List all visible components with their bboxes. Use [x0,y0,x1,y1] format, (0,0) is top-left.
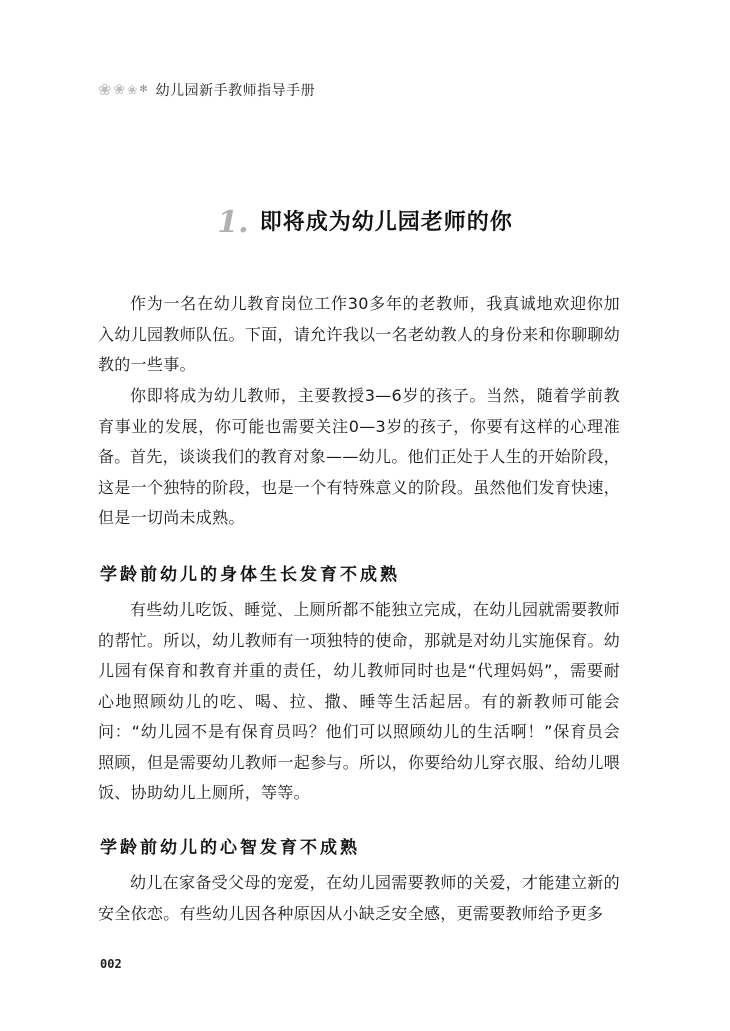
paragraph-intro-3: 首先，谈谈我们的教育对象——幼儿。他们正处于人生的开始阶段，这是一个独特的阶段，也是一个有特殊意义的阶段。虽然他们发育快速，但是一切尚未成熟。 [98,447,620,527]
paragraph-intro-2: 你即将成为幼儿教师，主要教授3—6岁的孩子。当然，随着学前教育事业的发展，你可能也需要关注0—3岁的孩子，你要有这样的心理准备。 [98,386,620,466]
book-title: 幼儿园新手教师指导手册 [155,83,316,99]
paragraph-mental: 幼儿在家备受父母的宠爱，在幼儿园需要教师的关爱，才能建立新的安全依恋。有些幼儿因各种原因从小缺乏安全感，更需要教师给予更多 [98,873,620,923]
paragraph-physical: 有些幼儿吃饭、睡觉、上厕所都不能独立完成，在幼儿园就需要教师的帮忙。所以，幼儿教师有一项独特的使命，那就是对幼儿实施保育。幼儿园有保育和教育并重的责任，幼儿教师同时也是“代理妈妈”，需要耐心地照顾幼儿的吃、喝、拉、撒、睡等生活起居。有的新教师可能会问：“幼儿园不是有保育员吗？他们可以照顾幼儿的生活啊！”保育员会照顾，但是需要幼儿教师一起参与。所以，你要给幼儿穿衣服、给幼儿喂饭、协助幼儿上厕所，等等。 [98,600,620,802]
chapter-heading [0,205,730,240]
paragraph-intro-1: 作为一名在幼儿教育岗位工作30多年的老教师，我真诚地欢迎你加入幼儿园教师队伍。下面，请允许我以一名老幼教人的身份来和你聊聊幼教的一些事。 [98,294,620,374]
section-heading-physical: 学龄前幼儿的身体生长发育不成熟 [100,565,400,585]
running-header [98,80,315,100]
page-number: 002 [100,957,122,971]
section-heading-mental: 学龄前幼儿的心智发育不成熟 [100,838,360,858]
chapter-number: 1. [217,205,249,240]
chapter-title: 即将成为幼儿园老师的你 [259,210,513,235]
snowflake-icon: ❀ ❀ ❀ ✻ [98,80,148,99]
